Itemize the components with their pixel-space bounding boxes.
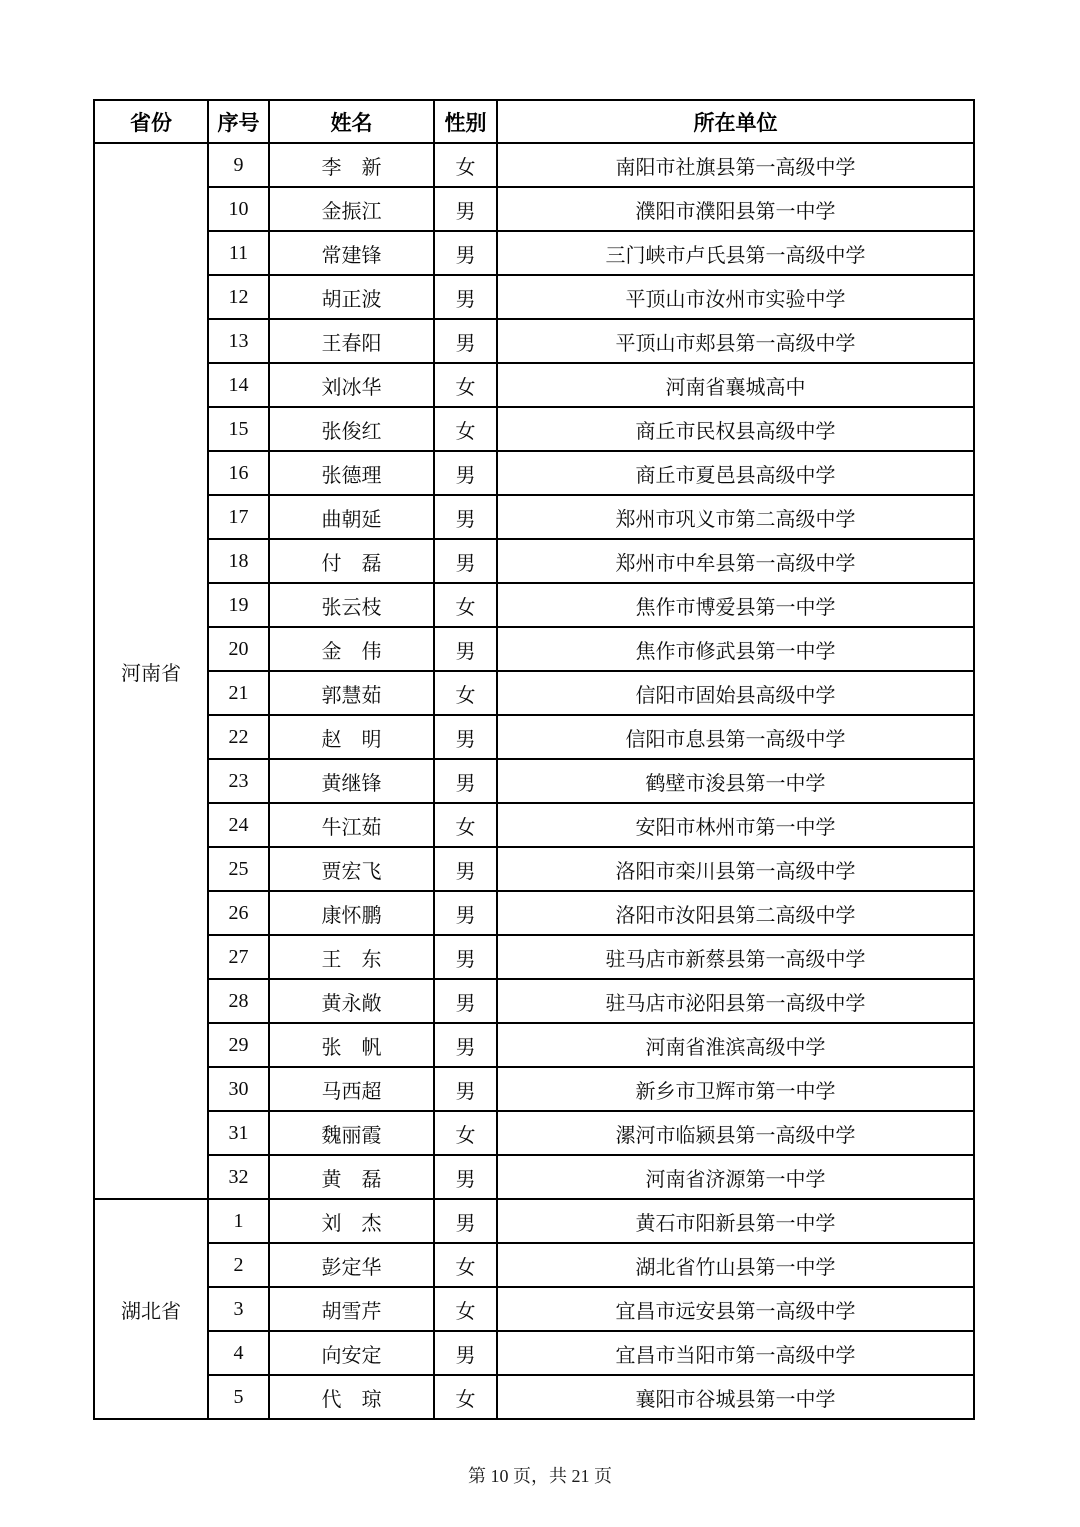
unit-cell: 漯河市临颍县第一高级中学 xyxy=(497,1111,974,1155)
unit-cell: 宜昌市远安县第一高级中学 xyxy=(497,1287,974,1331)
table-row xyxy=(94,671,974,715)
name-cell: 彭定华 xyxy=(269,1243,434,1287)
name-cell: 黄继锋 xyxy=(269,759,434,803)
table-row xyxy=(94,1331,974,1375)
table-row xyxy=(94,451,974,495)
name-cell: 郭慧茹 xyxy=(269,671,434,715)
table-row xyxy=(94,495,974,539)
unit-cell: 郑州市巩义市第二高级中学 xyxy=(497,495,974,539)
unit-cell: 河南省济源第一中学 xyxy=(497,1155,974,1199)
name-cell: 赵 明 xyxy=(269,715,434,759)
unit-cell: 驻马店市泌阳县第一高级中学 xyxy=(497,979,974,1023)
row-number-cell: 22 xyxy=(208,715,269,759)
row-number-cell: 9 xyxy=(208,143,269,187)
table-row xyxy=(94,759,974,803)
row-number-cell: 17 xyxy=(208,495,269,539)
unit-cell: 南阳市社旗县第一高级中学 xyxy=(497,143,974,187)
gender-cell: 女 xyxy=(434,671,497,715)
header-cell-name: 姓名 xyxy=(269,100,434,143)
row-number-cell: 15 xyxy=(208,407,269,451)
row-number-cell: 20 xyxy=(208,627,269,671)
table-row xyxy=(94,1155,974,1199)
table-row xyxy=(94,1199,974,1243)
name-cell: 付 磊 xyxy=(269,539,434,583)
gender-cell: 男 xyxy=(434,979,497,1023)
gender-cell: 男 xyxy=(434,759,497,803)
header-cell-number: 序号 xyxy=(208,100,269,143)
table-row xyxy=(94,847,974,891)
row-number-cell: 32 xyxy=(208,1155,269,1199)
name-cell: 王 东 xyxy=(269,935,434,979)
row-number-cell: 27 xyxy=(208,935,269,979)
unit-cell: 宜昌市当阳市第一高级中学 xyxy=(497,1331,974,1375)
row-number-cell: 12 xyxy=(208,275,269,319)
gender-cell: 女 xyxy=(434,1287,497,1331)
table-row xyxy=(94,407,974,451)
unit-cell: 平顶山市汝州市实验中学 xyxy=(497,275,974,319)
unit-cell: 商丘市夏邑县高级中学 xyxy=(497,451,974,495)
gender-cell: 男 xyxy=(434,1155,497,1199)
row-number-cell: 25 xyxy=(208,847,269,891)
table-row xyxy=(94,275,974,319)
page-number-footer: 第 10 页，共 21 页 xyxy=(468,1466,612,1486)
gender-cell: 男 xyxy=(434,187,497,231)
gender-cell: 男 xyxy=(434,891,497,935)
table-row xyxy=(94,1287,974,1331)
gender-cell: 男 xyxy=(434,935,497,979)
name-cell: 黄 磊 xyxy=(269,1155,434,1199)
gender-cell: 男 xyxy=(434,539,497,583)
unit-cell: 洛阳市栾川县第一高级中学 xyxy=(497,847,974,891)
gender-cell: 男 xyxy=(434,1023,497,1067)
unit-cell: 濮阳市濮阳县第一中学 xyxy=(497,187,974,231)
row-number-cell: 31 xyxy=(208,1111,269,1155)
province-cell: 河南省 xyxy=(94,143,208,1199)
name-cell: 黄永敞 xyxy=(269,979,434,1023)
name-cell: 牛江茹 xyxy=(269,803,434,847)
name-cell: 常建锋 xyxy=(269,231,434,275)
name-cell: 王春阳 xyxy=(269,319,434,363)
name-cell: 张云枝 xyxy=(269,583,434,627)
unit-cell: 河南省淮滨高级中学 xyxy=(497,1023,974,1067)
table-row xyxy=(94,803,974,847)
table-row xyxy=(94,1243,974,1287)
table-row xyxy=(94,1023,974,1067)
gender-cell: 女 xyxy=(434,143,497,187)
name-cell: 胡雪芹 xyxy=(269,1287,434,1331)
table-row xyxy=(94,979,974,1023)
gender-cell: 男 xyxy=(434,1331,497,1375)
gender-cell: 男 xyxy=(434,275,497,319)
unit-cell: 河南省襄城高中 xyxy=(497,363,974,407)
table-row xyxy=(94,1111,974,1155)
table-row xyxy=(94,539,974,583)
row-number-cell: 24 xyxy=(208,803,269,847)
province-cell: 湖北省 xyxy=(94,1199,208,1419)
name-cell: 李 新 xyxy=(269,143,434,187)
name-cell: 向安定 xyxy=(269,1331,434,1375)
name-cell: 刘冰华 xyxy=(269,363,434,407)
row-number-cell: 23 xyxy=(208,759,269,803)
roster-table-body xyxy=(94,143,974,1419)
name-cell: 金振江 xyxy=(269,187,434,231)
header-cell-gender: 性别 xyxy=(434,100,497,143)
unit-cell: 襄阳市谷城县第一中学 xyxy=(497,1375,974,1419)
name-cell: 曲朝延 xyxy=(269,495,434,539)
unit-cell: 焦作市修武县第一中学 xyxy=(497,627,974,671)
gender-cell: 男 xyxy=(434,1199,497,1243)
gender-cell: 男 xyxy=(434,1067,497,1111)
unit-cell: 洛阳市汝阳县第二高级中学 xyxy=(497,891,974,935)
name-cell: 贾宏飞 xyxy=(269,847,434,891)
row-number-cell: 11 xyxy=(208,231,269,275)
row-number-cell: 30 xyxy=(208,1067,269,1111)
name-cell: 康怀鹏 xyxy=(269,891,434,935)
row-number-cell: 14 xyxy=(208,363,269,407)
name-cell: 张德理 xyxy=(269,451,434,495)
unit-cell: 商丘市民权县高级中学 xyxy=(497,407,974,451)
gender-cell: 男 xyxy=(434,451,497,495)
unit-cell: 驻马店市新蔡县第一高级中学 xyxy=(497,935,974,979)
gender-cell: 男 xyxy=(434,319,497,363)
gender-cell: 女 xyxy=(434,1243,497,1287)
name-cell: 胡正波 xyxy=(269,275,434,319)
unit-cell: 黄石市阳新县第一中学 xyxy=(497,1199,974,1243)
row-number-cell: 19 xyxy=(208,583,269,627)
row-number-cell: 16 xyxy=(208,451,269,495)
row-number-cell: 21 xyxy=(208,671,269,715)
name-cell: 金 伟 xyxy=(269,627,434,671)
gender-cell: 女 xyxy=(434,1375,497,1419)
table-row xyxy=(94,935,974,979)
unit-cell: 湖北省竹山县第一中学 xyxy=(497,1243,974,1287)
name-cell: 张 帆 xyxy=(269,1023,434,1067)
name-cell: 刘 杰 xyxy=(269,1199,434,1243)
gender-cell: 女 xyxy=(434,1111,497,1155)
table-row xyxy=(94,715,974,759)
unit-cell: 安阳市林州市第一中学 xyxy=(497,803,974,847)
table-row xyxy=(94,627,974,671)
name-cell: 魏丽霞 xyxy=(269,1111,434,1155)
table-row xyxy=(94,1067,974,1111)
table-row xyxy=(94,583,974,627)
gender-cell: 女 xyxy=(434,407,497,451)
unit-cell: 新乡市卫辉市第一中学 xyxy=(497,1067,974,1111)
gender-cell: 女 xyxy=(434,363,497,407)
row-number-cell: 4 xyxy=(208,1331,269,1375)
row-number-cell: 1 xyxy=(208,1199,269,1243)
table-row xyxy=(94,363,974,407)
gender-cell: 女 xyxy=(434,583,497,627)
row-number-cell: 18 xyxy=(208,539,269,583)
row-number-cell: 5 xyxy=(208,1375,269,1419)
row-number-cell: 26 xyxy=(208,891,269,935)
table-row xyxy=(94,319,974,363)
name-cell: 张俊红 xyxy=(269,407,434,451)
row-number-cell: 28 xyxy=(208,979,269,1023)
gender-cell: 女 xyxy=(434,803,497,847)
table-row xyxy=(94,891,974,935)
gender-cell: 男 xyxy=(434,847,497,891)
unit-cell: 信阳市固始县高级中学 xyxy=(497,671,974,715)
unit-cell: 平顶山市郏县第一高级中学 xyxy=(497,319,974,363)
row-number-cell: 10 xyxy=(208,187,269,231)
unit-cell: 焦作市博爱县第一中学 xyxy=(497,583,974,627)
name-cell: 代 琼 xyxy=(269,1375,434,1419)
row-number-cell: 29 xyxy=(208,1023,269,1067)
gender-cell: 男 xyxy=(434,715,497,759)
gender-cell: 男 xyxy=(434,627,497,671)
unit-cell: 三门峡市卢氏县第一高级中学 xyxy=(497,231,974,275)
table-row xyxy=(94,1375,974,1419)
name-cell: 马西超 xyxy=(269,1067,434,1111)
table-row xyxy=(94,231,974,275)
row-number-cell: 2 xyxy=(208,1243,269,1287)
row-number-cell: 3 xyxy=(208,1287,269,1331)
header-cell-province: 省份 xyxy=(94,100,208,143)
roster-table xyxy=(93,99,975,1420)
gender-cell: 男 xyxy=(434,231,497,275)
table-row xyxy=(94,187,974,231)
header-cell-unit: 所在单位 xyxy=(497,100,974,143)
table-header-row xyxy=(94,100,974,143)
unit-cell: 信阳市息县第一高级中学 xyxy=(497,715,974,759)
row-number-cell: 13 xyxy=(208,319,269,363)
table-row xyxy=(94,143,974,187)
unit-cell: 鹤壁市浚县第一中学 xyxy=(497,759,974,803)
unit-cell: 郑州市中牟县第一高级中学 xyxy=(497,539,974,583)
gender-cell: 男 xyxy=(434,495,497,539)
